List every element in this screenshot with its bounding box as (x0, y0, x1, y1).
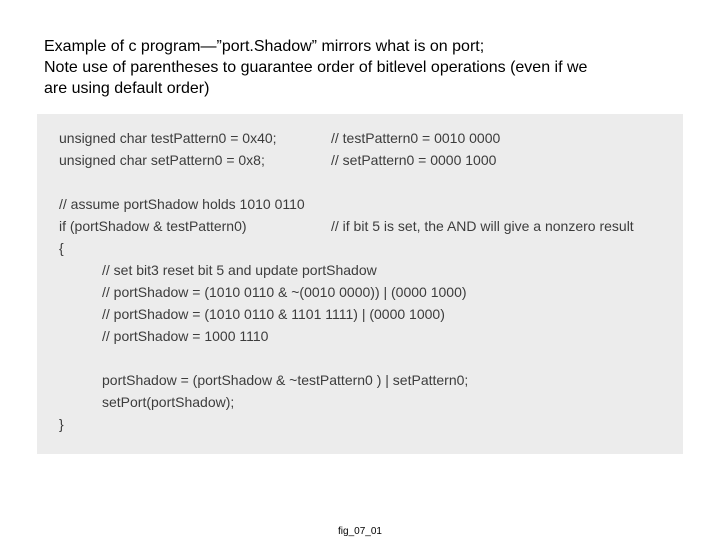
figure-caption: fig_07_01 (338, 526, 382, 537)
code-comment-assume: // assume portShadow holds 1010 0110 (59, 196, 305, 212)
code-comment-decl-set: // setPattern0 = 0000 1000 (331, 152, 497, 168)
heading-line-1: Example of c program—”port.Shadow” mirrors what is on port; (44, 38, 485, 55)
code-close-brace: } (59, 416, 64, 432)
code-line-call: setPort(portShadow); (102, 394, 235, 410)
code-comment-decl-test: // testPattern0 = 0010 0000 (331, 130, 501, 146)
heading-line-3: are using default order) (44, 80, 210, 97)
code-comment-if: // if bit 5 is set, the AND will give a nonzero result (331, 218, 634, 234)
code-body-comment-3: // portShadow = (1010 0110 & 1101 1111) | (0000 1000) (102, 306, 445, 322)
code-figure (37, 114, 683, 454)
code-open-brace: { (59, 240, 64, 256)
code-line-assign: portShadow = (portShadow & ~testPattern0 ) | setPattern0; (102, 372, 469, 388)
code-body-comment-4: // portShadow = 1000 1110 (102, 328, 269, 344)
code-line-decl-set: unsigned char setPattern0 = 0x8; (59, 152, 265, 168)
code-line-if: if (portShadow & testPattern0) (59, 218, 247, 234)
code-line-decl-test: unsigned char testPattern0 = 0x40; (59, 130, 277, 146)
slide-heading (44, 36, 694, 99)
code-body-comment-1: // set bit3 reset bit 5 and update portShadow (102, 262, 377, 278)
code-body-comment-2: // portShadow = (1010 0110 & ~(0010 0000)) | (0000 1000) (102, 284, 467, 300)
heading-line-2: Note use of parentheses to guarantee order of bitlevel operations (even if we (44, 59, 588, 76)
